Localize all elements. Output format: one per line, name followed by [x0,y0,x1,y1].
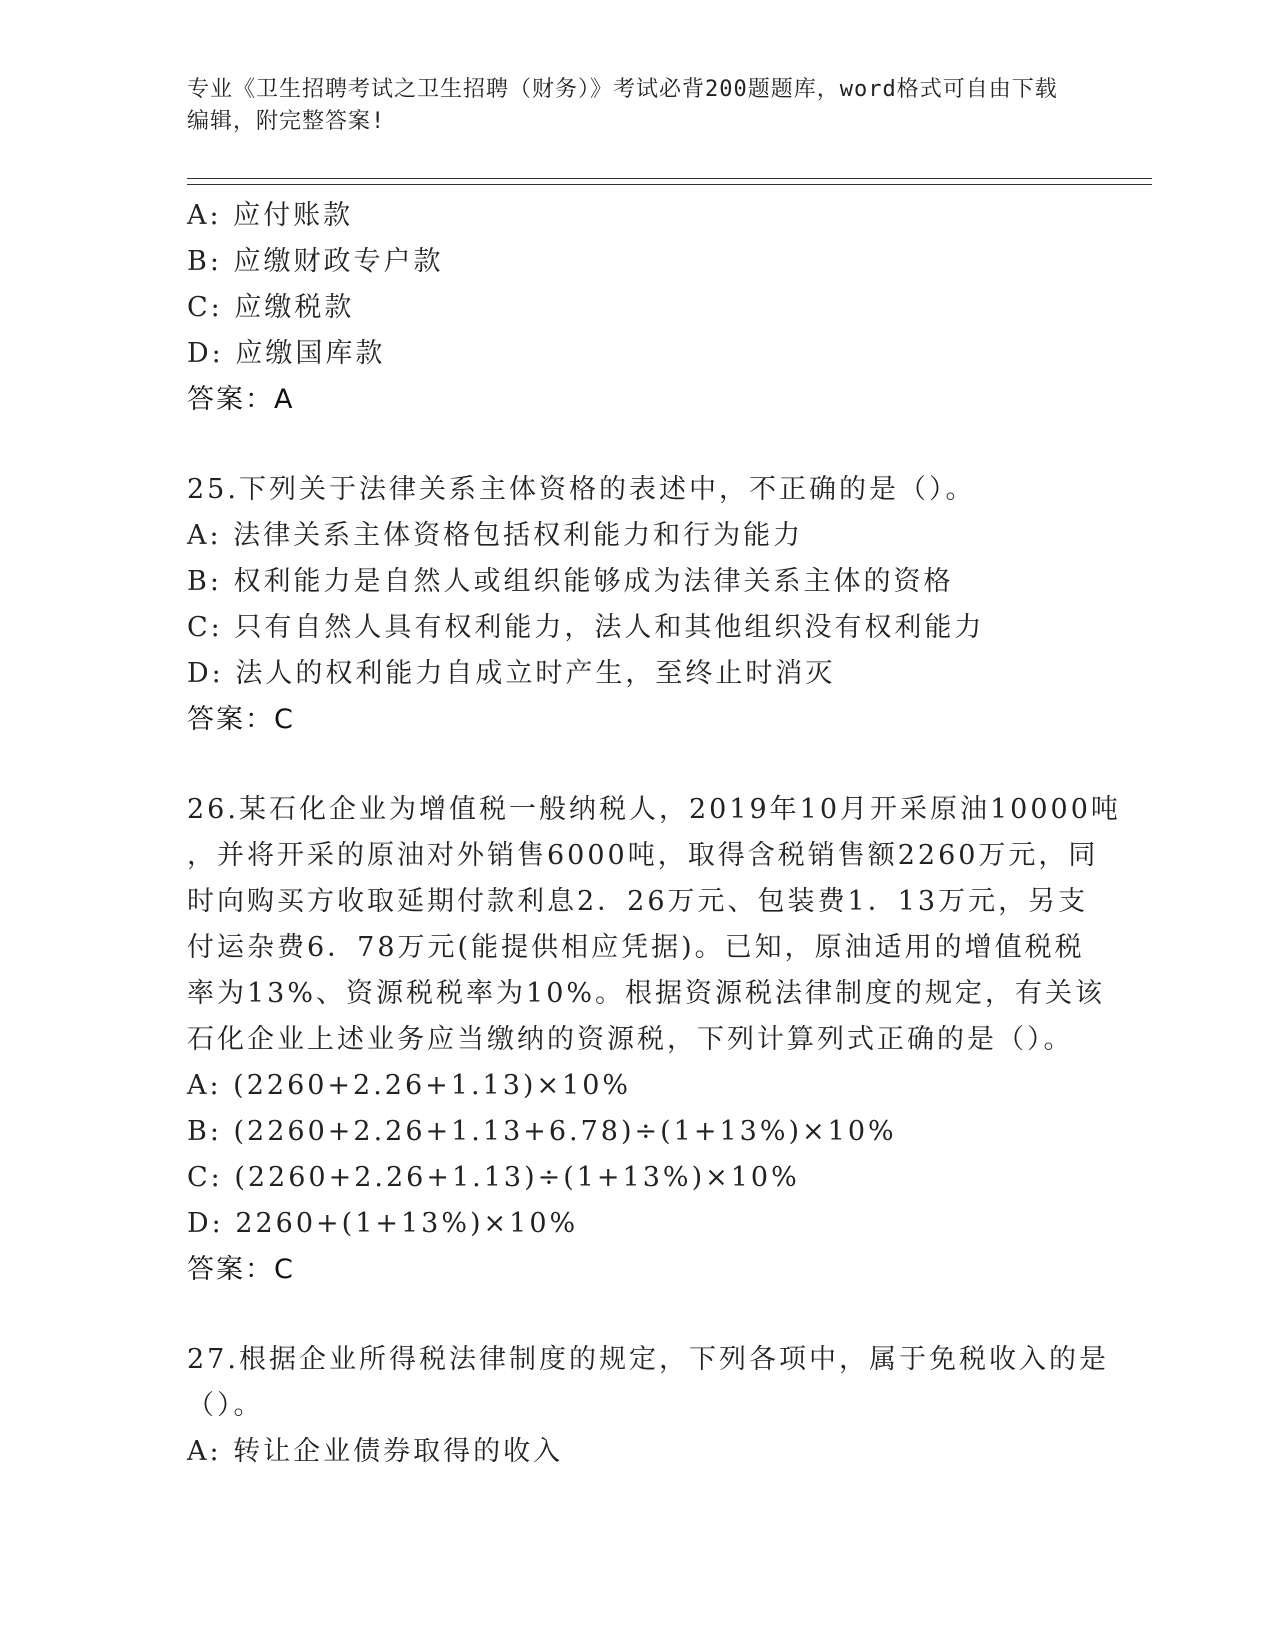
option-c: C: 应缴税款 [187,292,355,323]
option-d: D: 2260+(1+13%)×10% [187,1208,579,1239]
question-text-line: 27.根据企业所得税法律制度的规定，下列各项中，属于免税收入的是 [187,1344,1109,1375]
spacer [187,423,1077,467]
option-a: A: (2260+2.26+1.13)×10% [187,1070,632,1101]
option-d: D: 法人的权利能力自成立时产生，至终止时消灭 [187,658,836,689]
question-text: 25.下列关于法律关系主体资格的表述中，不正确的是（）。 [187,474,976,505]
option-b: B: 应缴财政专户款 [187,246,444,277]
question-text-line: 率为13%、资源税税率为10%。根据资源税法律制度的规定，有关该 [187,978,1106,1009]
option-b: B: (2260+2.26+1.13+6.78)÷(1+13%)×10% [187,1116,897,1147]
question-text-line: 26.某石化企业为增值税一般纳税人，2019年10月开采原油10000吨 [187,794,1121,825]
question-27 [187,1337,1109,1475]
answer-line: 答案：C [187,704,295,735]
question-26 [187,787,1121,1293]
option-c: C: (2260+2.26+1.13)÷(1+13%)×10% [187,1162,800,1193]
question-text-line: （）。 [187,1390,264,1421]
question-text-line: 付运杂费6．78万元(能提供相应凭据)。已知，原油适用的增值税税 [187,932,1085,963]
spacer [187,743,1077,787]
option-a: A: 转让企业债券取得的收入 [187,1436,564,1467]
document-header: 专业《卫生招聘考试之卫生招聘（财务）》考试必背200题题库，word格式可自由下载编辑，附完整答案! [187,77,1058,134]
spacer [187,1293,1077,1337]
option-b: B: 权利能力是自然人或组织能够成为法律关系主体的资格 [187,566,954,597]
option-c: C: 只有自然人具有权利能力，法人和其他组织没有权利能力 [187,612,985,643]
question-text-line: 时向购买方收取延期付款利息2．26万元、包装费1．13万元，另支 [187,886,1089,917]
header-divider-top [187,178,1152,179]
question-25 [187,467,1077,743]
question-24 [187,193,1077,423]
question-list [187,193,1121,1475]
question-text-line: 石化企业上述业务应当缴纳的资源税，下列计算列式正确的是（）。 [187,1024,1074,1055]
answer-line: 答案：A [187,384,295,415]
option-d: D: 应缴国库款 [187,338,386,369]
option-a: A: 法律关系主体资格包括权利能力和行为能力 [187,520,804,551]
header-divider-bottom [187,184,1152,185]
option-a: A: 应付账款 [187,200,354,231]
question-text-line: ，并将开采的原油对外销售6000吨，取得含税销售额2260万元，同 [187,840,1099,871]
answer-line: 答案：C [187,1254,295,1285]
